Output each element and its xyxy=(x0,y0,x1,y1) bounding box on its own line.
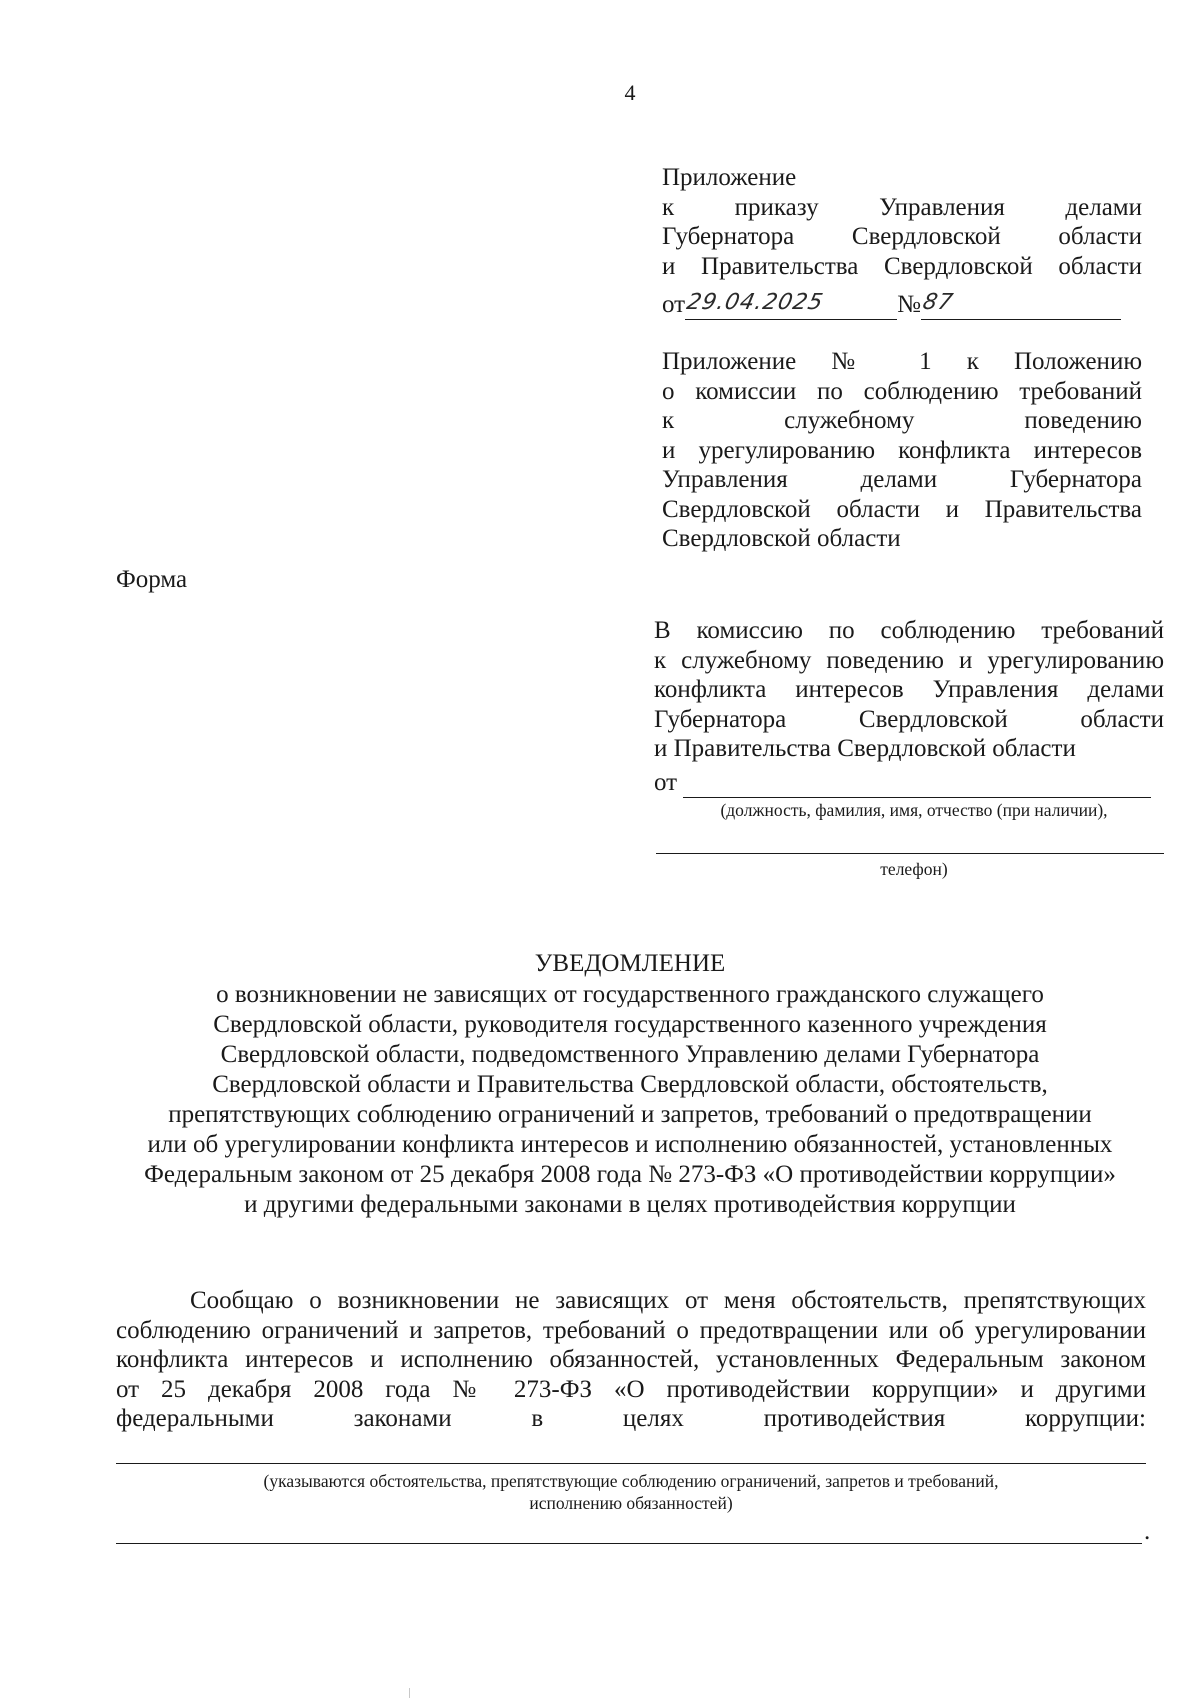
order-date-field xyxy=(684,290,897,320)
notice-subtitle-line: о возникновении не зависящих от государственного гражданского служащего xyxy=(216,981,1044,1008)
appendix-regulation-line: к служебному поведению xyxy=(662,407,1142,434)
appendix-regulation-line: о комиссии по соблюдению требований xyxy=(662,377,1142,405)
appendix-order-line: к приказу Управления делами xyxy=(662,193,1142,221)
appendix-regulation-line: Приложение № 1 к Положению xyxy=(662,348,1142,375)
appendix-order-line: Губернатора Свердловской области xyxy=(662,223,1142,250)
body-line: конфликта интересов и исполнению обязанностей, установленных Федеральным законом xyxy=(116,1346,1146,1373)
notice-body xyxy=(116,1286,1146,1434)
handwritten-number: 87 xyxy=(920,290,956,315)
body-line: соблюдению ограничений и запретов, требований о предотвращении или об урегулировании xyxy=(116,1316,1146,1344)
appendix-order-line: и Правительства Свердловской области xyxy=(662,252,1142,280)
from-prefix: от xyxy=(654,769,678,796)
from-caption-1: (должность, фамилия, имя, отчество (при наличии), xyxy=(720,800,1108,820)
notice-subtitle-line: и другими федеральными законами в целях противодействия коррупции xyxy=(244,1191,1016,1218)
notice-subtitle-line: Свердловской области и Правительства Свердловской области, обстоятельств, xyxy=(212,1071,1048,1098)
from-field-row xyxy=(654,768,1164,798)
circumstances-caption-line: (указываются обстоятельства, препятствующие соблюдению ограничений, запретов и требований, xyxy=(263,1471,999,1491)
appendix-order-header xyxy=(662,163,1142,281)
phone-field-line[interactable] xyxy=(656,853,1164,854)
circumstances-field-line[interactable] xyxy=(116,1463,1146,1464)
notice-subtitle xyxy=(110,980,1150,1220)
appendix-regulation-header xyxy=(662,347,1142,554)
notice-subtitle-line: Свердловской области, руководителя государственного казенного учреждения xyxy=(213,1011,1047,1038)
appendix-order-date-number xyxy=(662,290,1122,320)
addressee-line: В комиссию по соблюдению требований xyxy=(654,617,1164,644)
addressee-line: конфликта интересов Управления делами xyxy=(654,676,1164,703)
notice-subtitle-line: препятствующих соблюдению ограничений и запретов, требований о предотвращении xyxy=(168,1101,1092,1128)
notice-title: УВЕДОМЛЕНИЕ xyxy=(534,950,726,977)
date-prefix: от xyxy=(662,291,686,318)
page-number: 4 xyxy=(624,80,636,105)
circumstances-caption-line: исполнению обязанностей) xyxy=(529,1493,733,1513)
appendix-regulation-line: Свердловской области и Правительства xyxy=(662,495,1142,523)
notice-subtitle-line: или об урегулировании конфликта интересов и исполнению обязанностей, установленных xyxy=(147,1131,1113,1158)
addressee-line: Губернатора Свердловской области xyxy=(654,705,1164,733)
from-caption-2: телефон) xyxy=(880,859,948,879)
circumstances-continuation-line[interactable] xyxy=(116,1543,1142,1544)
form-label: Форма xyxy=(116,566,188,593)
body-line: федеральными законами в целях противодействия коррупции: xyxy=(116,1405,1146,1432)
addressee-line: к служебному поведению и урегулированию xyxy=(654,646,1164,674)
body-line: от 25 декабря 2008 года № 273-ФЗ «О противодействии коррупции» и другими xyxy=(116,1375,1146,1403)
end-mark: . xyxy=(1144,1518,1151,1545)
handwritten-date: 29.04.2025 xyxy=(684,290,826,315)
body-line: Сообщаю о возникновении не зависящих от меня обстоятельств, препятствующих xyxy=(190,1287,1146,1314)
circumstances-caption xyxy=(116,1470,1146,1514)
appendix-regulation-line: и урегулированию конфликта интересов xyxy=(662,436,1142,464)
appendix-regulation-line: Свердловской области xyxy=(662,525,901,552)
from-field-line[interactable] xyxy=(683,775,1151,798)
addressee-block xyxy=(654,616,1164,764)
addressee-line: и Правительства Свердловской области xyxy=(654,735,1076,762)
notice-subtitle-line: Свердловской области, подведомственного Управлению делами Губернатора xyxy=(220,1041,1040,1068)
appendix-regulation-line: Управления делами Губернатора xyxy=(662,466,1142,493)
number-prefix: № xyxy=(897,291,921,318)
notice-subtitle-line: Федеральным законом от 25 декабря 2008 года № 273-ФЗ «О противодействии коррупции» xyxy=(144,1161,1116,1188)
order-number-field xyxy=(920,290,1121,320)
appendix-order-line: Приложение xyxy=(662,164,797,191)
scan-speck xyxy=(409,1688,410,1698)
